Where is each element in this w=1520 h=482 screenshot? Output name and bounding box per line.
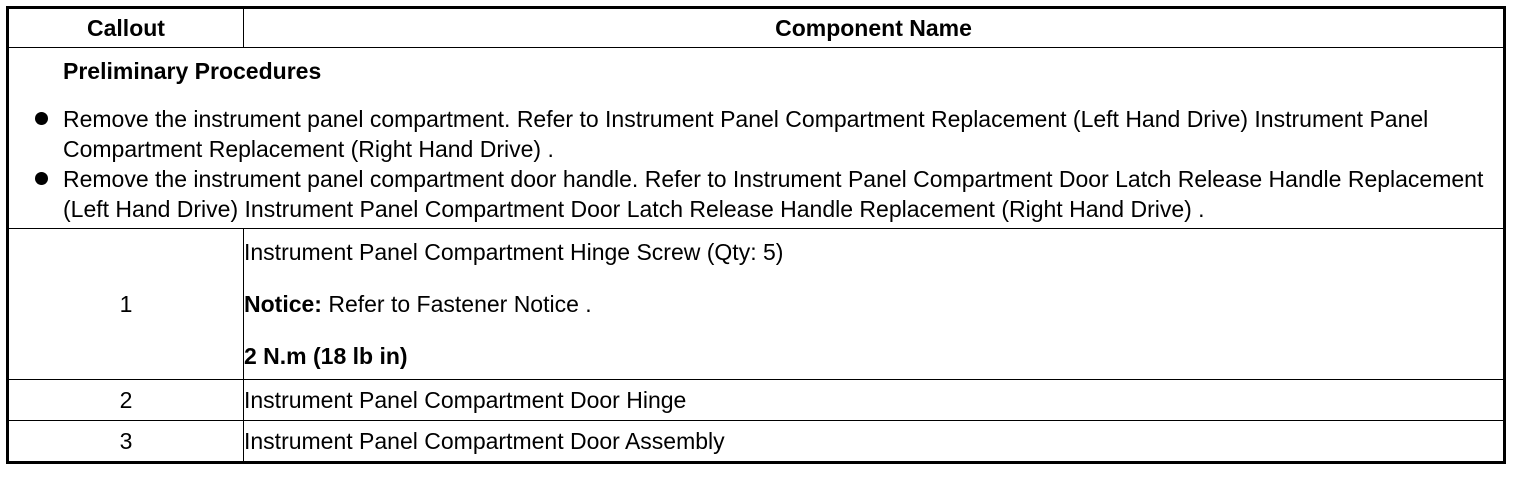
callout-cell: 3 bbox=[8, 421, 244, 463]
header-callout: Callout bbox=[8, 8, 244, 48]
notice-text: Refer to Fastener Notice . bbox=[321, 291, 592, 317]
torque-spec: 2 N.m (18 lb in) bbox=[244, 343, 408, 369]
preliminary-bullet-item bbox=[35, 104, 1493, 164]
preliminary-procedures-row bbox=[8, 48, 1505, 229]
table-row bbox=[8, 380, 1505, 421]
preliminary-bullet-text: Remove the instrument panel compartment. Refer to Instrument Panel Compartment Replacement (Left Hand Drive) Instrument Panel Compartment Replacement (Right Hand Drive) . bbox=[63, 106, 1429, 162]
component-name-cell: Instrument Panel Compartment Door Assembly bbox=[244, 421, 1505, 463]
preliminary-procedures-cell bbox=[8, 48, 1505, 229]
preliminary-bullet-item bbox=[35, 164, 1493, 224]
bullet-icon bbox=[35, 172, 48, 185]
preliminary-procedures-title: Preliminary Procedures bbox=[63, 58, 322, 84]
preliminary-bullet-list bbox=[35, 104, 1493, 224]
component-name: Instrument Panel Compartment Hinge Screw (Qty: 5) bbox=[244, 239, 784, 265]
table-row bbox=[8, 421, 1505, 463]
component-name-cell: Instrument Panel Compartment Door Hinge bbox=[244, 380, 1505, 421]
notice-line bbox=[244, 290, 1503, 318]
bullet-icon bbox=[35, 112, 48, 125]
header-component-name: Component Name bbox=[244, 8, 1505, 48]
callout-cell: 2 bbox=[8, 380, 244, 421]
notice-label: Notice: bbox=[244, 291, 322, 317]
preliminary-bullet-text: Remove the instrument panel compartment door handle. Refer to Instrument Panel Compartment Door Latch Release Handle Replacement (Left Hand Drive) Instrument Panel Compartment Door Latch Release Handle Replacement (Right Hand Drive) . bbox=[63, 166, 1484, 222]
table-row bbox=[8, 229, 1505, 380]
component-name-cell bbox=[244, 229, 1505, 380]
callout-cell: 1 bbox=[8, 229, 244, 380]
component-table bbox=[6, 6, 1506, 464]
table-header-row bbox=[8, 8, 1505, 48]
